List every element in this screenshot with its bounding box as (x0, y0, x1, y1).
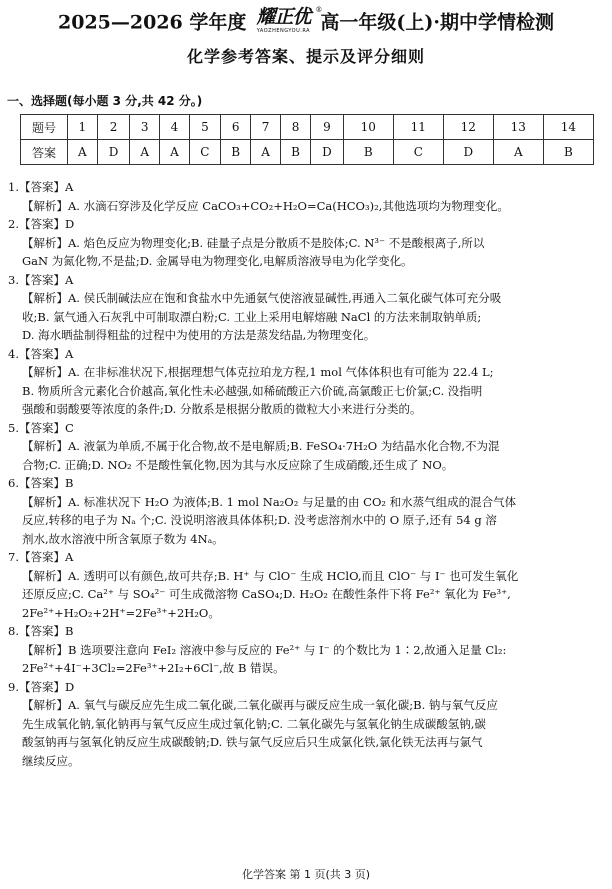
explanation-line: 【解析】B 选项要注意向 FeI₂ 溶液中参与反应的 Fe²⁺ 与 I⁻ 的个数比为 1∶2,故通入足量 Cl₂: (22, 642, 507, 657)
explanation-line: 反应,转移的电子为 Nₐ 个;C. 没说明溶液具体体积;D. 没考虑溶剂水中的 O 原子,还有 54 g 溶 (22, 513, 497, 527)
explanation-item (8, 419, 602, 475)
answer-line: 7.【答案】A (8, 550, 74, 564)
explanation-line: 2Fe²⁺+4I⁻+3Cl₂=2Fe³⁺+2I₂+6Cl⁻,故 B 错误。 (22, 661, 285, 675)
answer-line: 2.【答案】D (8, 217, 75, 231)
answer-cell: C (189, 140, 220, 165)
explanation-line: 【解析】A. 侯氏制碱法应在饱和食盐水中先通氨气使溶液显碱性,再通入二氧化碳气体可充分吸 (22, 291, 502, 305)
answer-cell: A (68, 140, 98, 165)
brand-logo (248, 6, 323, 36)
logo-subtext: YAOZHENGYOU.RA (256, 28, 311, 34)
question-number: 7 (251, 115, 281, 140)
answer-cell: D (311, 140, 344, 165)
answer-line: 8.【答案】B (8, 624, 74, 638)
question-number: 4 (160, 115, 190, 140)
question-number: 5 (189, 115, 220, 140)
logo-text: 耀正优 (256, 6, 311, 28)
answer-cell: A (251, 140, 281, 165)
explanation-line: 酸氢钠再与氢氧化钠反应生成碳酸钠;D. 铁与氯气反应后只生成氯化铁,氯化铁无法再与氯气 (22, 735, 483, 749)
explanation-item (8, 474, 602, 548)
explanation-line: 先生成氧化钠,氧化钠再与氧气反应生成过氧化钠;C. 二氧化碳先与氢氧化钠生成碳酸氢钠,碳 (22, 716, 486, 731)
question-number: 3 (130, 115, 160, 140)
explanation-item (8, 271, 602, 345)
answer-cell: D (443, 140, 493, 165)
answer-table (20, 114, 594, 165)
answer-cell: D (97, 140, 130, 165)
explanation-item (8, 548, 602, 622)
question-number: 14 (543, 115, 593, 140)
explanation-item (8, 345, 602, 419)
answer-cell: B (343, 140, 393, 165)
explanation-line: 【解析】A. 氧气与碳反应先生成二氧化碳,二氧化碳再与碳反应生成一氧化碳;B. 钠与氧气反应 (22, 698, 498, 712)
answer-cell: C (393, 140, 443, 165)
document-header (0, 6, 612, 36)
explanation-line: GaN 为氮化物,不是盐;D. 金属导电为物理变化,电解质溶液导电为化学变化。 (22, 254, 413, 268)
section-title: 一、选择题(每小题 3 分,共 42 分。) (7, 94, 203, 108)
answer-cell: B (280, 140, 310, 165)
question-number: 8 (280, 115, 310, 140)
explanation-item (8, 215, 602, 271)
question-number: 11 (393, 115, 443, 140)
explanation-line: 【解析】A. 水滴石穿涉及化学反应 CaCO₃+CO₂+H₂O=Ca(HCO₃)₂,其他选项均为物理变化。 (22, 198, 509, 213)
explanation-line: 继续反应。 (22, 753, 80, 768)
question-number: 1 (68, 115, 98, 140)
header-title-exam: 高一年级(上)·期中学情检测 (320, 11, 554, 34)
explanation-line: B. 物质所含元素化合价越高,氧化性未必越强,如稀硫酸正六价硫,高氯酸正七价氯;C. 没指明 (22, 383, 483, 398)
explanation-line: 剂水,故水溶液中所含氧原子数为 4Nₐ。 (22, 531, 224, 546)
explanation-line: 【解析】A. 标准状况下 H₂O 为液体;B. 1 mol Na₂O₂ 与足量的由 CO₂ 和水蒸气组成的混合气体 (22, 494, 517, 509)
answer-table-number-row (21, 115, 594, 140)
explanation-item (8, 178, 602, 215)
question-number: 12 (443, 115, 493, 140)
answer-line: 4.【答案】A (8, 346, 74, 361)
answer-cell: A (130, 140, 160, 165)
table-answer-label: 答案 (21, 140, 68, 165)
header-title-year: 2025—2026 学年度 (58, 11, 247, 34)
question-number: 2 (97, 115, 130, 140)
explanation-line: 合物;C. 正确;D. NO₂ 不是酸性氧化物,因为其与水反应除了生成硝酸,还生成了 NO。 (22, 457, 454, 472)
explanation-line: 还原反应;C. Ca²⁺ 与 SO₄²⁻ 可生成微溶物 CaSO₄;D. H₂O₂ 在酸性条件下将 Fe²⁺ 氧化为 Fe³⁺, (22, 587, 511, 601)
explanation-line: 【解析】A. 透明可以有颜色,故可共存;B. H⁺ 与 ClO⁻ 生成 HClO,而且 ClO⁻ 与 I⁻ 也可发生氧化 (22, 568, 519, 583)
answer-line: 1.【答案】A (8, 180, 74, 194)
answer-table-answer-row (21, 140, 594, 165)
answer-line: 5.【答案】C (8, 420, 74, 435)
question-number: 6 (221, 115, 251, 140)
answer-line: 9.【答案】D (8, 679, 75, 694)
page-footer: 化学答案 第 1 页(共 3 页) (241, 868, 371, 881)
question-number: 13 (493, 115, 543, 140)
explanation-item (8, 622, 602, 678)
answer-cell: B (221, 140, 251, 165)
explanation-line: 【解析】A. 在非标准状况下,根据理想气体克拉珀龙方程,1 mol 气体体积也有可能为 22.4 L; (22, 365, 494, 379)
answer-line: 3.【答案】A (8, 272, 74, 287)
registered-mark: ® (315, 6, 323, 14)
explanation-line: 【解析】A. 焰色反应为物理变化;B. 硅量子点是分散质不是胶体;C. N³⁻ 不是酸根离子,所以 (22, 235, 485, 250)
answer-line: 6.【答案】B (8, 476, 74, 490)
question-number: 9 (311, 115, 344, 140)
table-header-label: 题号 (21, 115, 68, 140)
explanation-line: 2Fe²⁺+H₂O₂+2H⁺=2Fe³⁺+2H₂O。 (22, 605, 220, 620)
explanation-line: 强酸和弱酸要等浓度的条件;D. 分散系是根据分散质的微粒大小来进行分类的。 (22, 402, 422, 416)
explanation-item (8, 678, 602, 771)
explanation-line: 收;B. 氯气通入石灰乳中可制取漂白粉;C. 工业上采用电解熔融 NaCl 的方法来制取钠单质; (22, 309, 482, 324)
answer-cell: A (160, 140, 190, 165)
question-number: 10 (343, 115, 393, 140)
explanations (8, 178, 602, 770)
explanation-line: 【解析】A. 液氯为单质,不属于化合物,故不是电解质;B. FeSO₄·7H₂O 为结晶水化合物,不为混 (22, 439, 500, 453)
document-subtitle: 化学参考答案、提示及评分细则 (186, 47, 425, 66)
answer-cell: B (543, 140, 593, 165)
answer-cell: A (493, 140, 543, 165)
explanation-line: D. 海水晒盐制得粗盐的过程中为使用的方法是蒸发结晶,为物理变化。 (22, 328, 376, 342)
